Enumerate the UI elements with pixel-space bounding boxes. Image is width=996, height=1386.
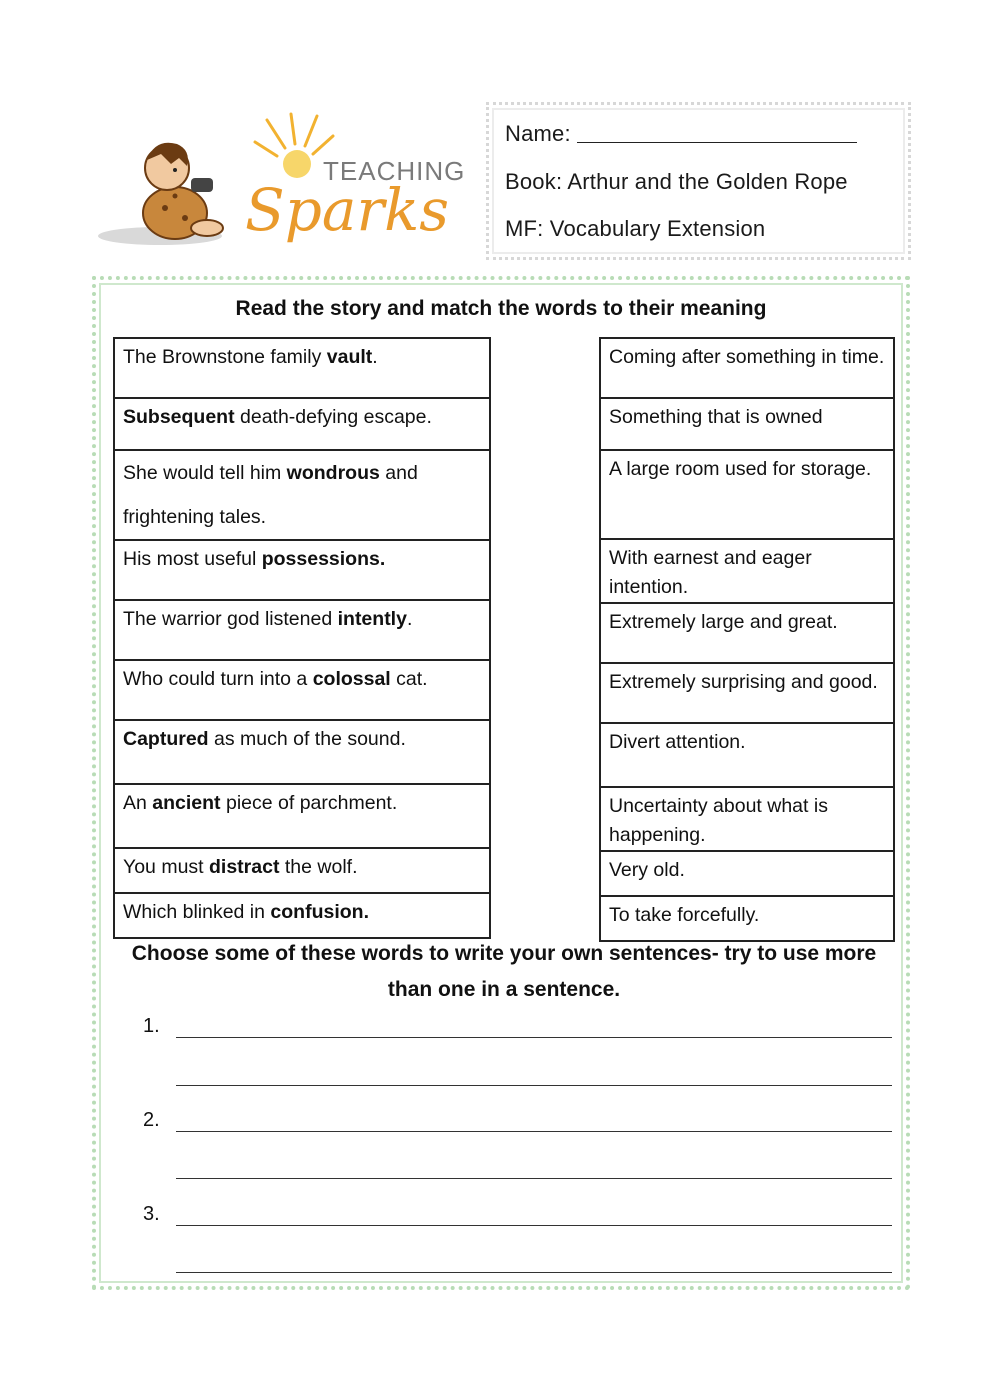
phrase-cell[interactable]: The Brownstone family vault. <box>114 338 490 398</box>
write-instruction: Choose some of these words to write your own sentences- try to use more than one in a sentence. <box>131 942 877 1001</box>
caveman-illustration <box>143 143 223 239</box>
match-instruction: Read the story and match the words to their meaning <box>235 297 767 320</box>
meaning-cell[interactable]: Extremely large and great. <box>600 603 894 663</box>
sentence-number-2: 2. <box>143 1109 160 1131</box>
meaning-cell[interactable]: Something that is owned <box>600 398 894 450</box>
writing-line[interactable] <box>176 1272 892 1273</box>
phrase-cell[interactable]: She would tell him wondrous and frightening tales. <box>114 450 490 540</box>
writing-line[interactable] <box>176 1178 892 1179</box>
student-info-box <box>486 102 911 260</box>
meaning-cell[interactable]: Very old. <box>600 851 894 896</box>
sentence-number-1: 1. <box>143 1015 160 1037</box>
phrase-cell[interactable]: Subsequent death-defying escape. <box>114 398 490 450</box>
sentence-number-3: 3. <box>143 1203 160 1225</box>
meaning-cell[interactable]: Divert attention. <box>600 723 894 787</box>
writing-line[interactable] <box>176 1085 892 1086</box>
writing-line[interactable] <box>176 1225 892 1226</box>
phrase-cell[interactable]: You must distract the wolf. <box>114 848 490 893</box>
sun-rays <box>255 114 333 156</box>
logo-graphic <box>95 108 470 258</box>
name-line[interactable] <box>577 124 857 143</box>
phrase-cell[interactable]: Captured as much of the sound. <box>114 720 490 784</box>
book-title: Book: Arthur and the Golden Rope <box>505 169 848 194</box>
phrases-table <box>113 337 491 939</box>
teaching-sparks-logo <box>95 108 470 258</box>
phrase-cell[interactable]: Which blinked in confusion. <box>114 893 490 938</box>
phrase-cell[interactable]: An ancient piece of parchment. <box>114 784 490 848</box>
writing-line[interactable] <box>176 1037 892 1038</box>
name-label: Name: <box>505 121 571 146</box>
meaning-cell[interactable]: Coming after something in time. <box>600 338 894 398</box>
svg-text:TEACHING: TEACHING <box>323 156 466 186</box>
meaning-cell[interactable]: Uncertainty about what is happening. <box>600 787 894 851</box>
meaning-cell[interactable]: With earnest and eager intention. <box>600 539 894 603</box>
phrase-cell[interactable]: The warrior god listened intently. <box>114 600 490 660</box>
activity-box <box>92 276 910 1290</box>
meaning-cell[interactable]: Extremely surprising and good. <box>600 663 894 723</box>
mf-title: MF: Vocabulary Extension <box>505 216 766 241</box>
svg-text:Sparks: Sparks <box>245 176 450 244</box>
meanings-table <box>599 337 895 942</box>
phrase-cell[interactable]: Who could turn into a colossal cat. <box>114 660 490 720</box>
writing-line[interactable] <box>176 1131 892 1132</box>
meaning-cell[interactable]: To take forcefully. <box>600 896 894 941</box>
phrase-cell[interactable]: His most useful possessions. <box>114 540 490 600</box>
name-field[interactable] <box>505 121 857 147</box>
meaning-cell[interactable]: A large room used for storage. <box>600 450 894 539</box>
